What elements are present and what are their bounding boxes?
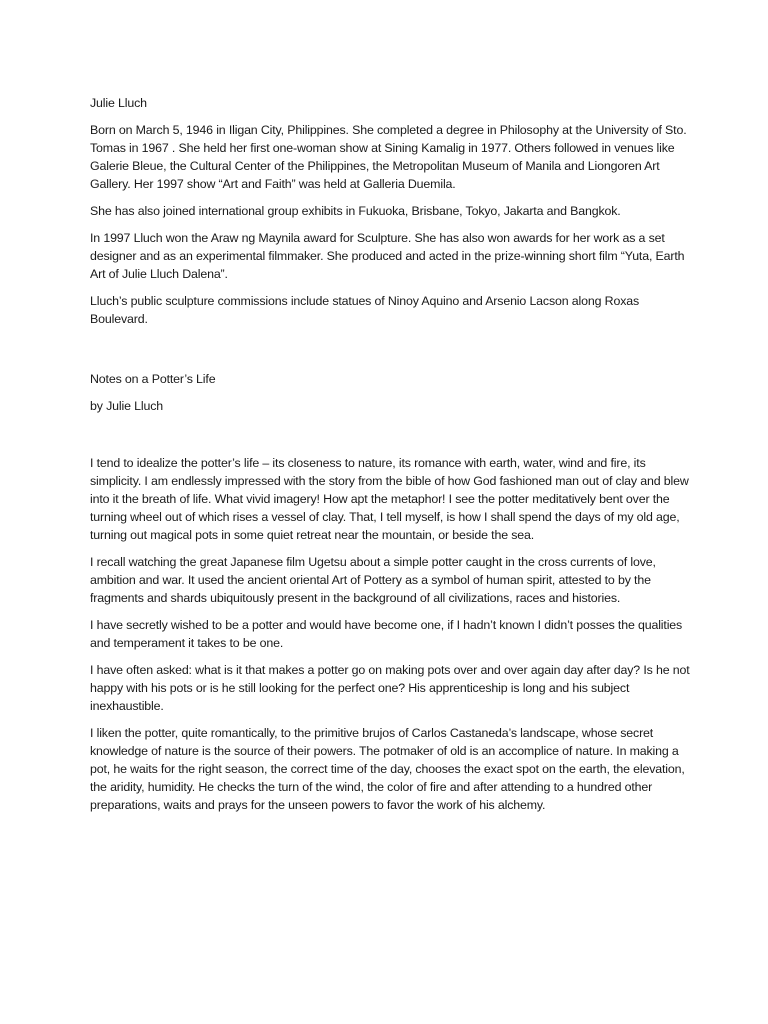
essay-paragraph: I tend to idealize the potter’s life – its closeness to nature, its romance with earth, water, wind and fire, its simplicity. I am endlessly impressed with the story from the bible of how God fashioned man out of clay and blew into it the breath of life. What vivid imagery! How apt the metaphor! I see the potter meditatively bent over the turning wheel out of which rises a vessel of clay. That, I tell myself, is how I shall spend the days of my old age, turning out magical pots in some quiet retreat near the mountain, or beside the sea.	[90, 456, 689, 542]
bio-paragraph: In 1997 Lluch won the Araw ng Maynila award for Sculpture. She has also won awards for her work as a set designer and as an experimental filmmaker. She produced and acted in the prize-winning short film “Yuta, Earth Art of Julie Lluch Dalena”.	[90, 231, 685, 281]
essay-paragraph: I recall watching the great Japanese film Ugetsu about a simple potter caught in the cross currents of love, ambition and war. It used the ancient oriental Art of Pottery as a symbol of human spirit, attested to by the fragments and shards ubiquitously present in the background of all civilizations, races and histories.	[90, 555, 656, 605]
essay-title: Notes on a Potter’s Life	[90, 372, 216, 386]
bio-paragraph: Lluch’s public sculpture commissions include statues of Ninoy Aquino and Arsenio Lacson along Roxas Boulevard.	[90, 294, 640, 326]
section-spacer	[90, 337, 690, 370]
bio-title: Julie Lluch	[90, 96, 147, 110]
bio-paragraph: Born on March 5, 1946 in Iligan City, Philippines. She completed a degree in Philosophy at the University of Sto. Tomas in 1967 . She held her first one-woman show at Sining Kamalig in 1977. Others followed in venues like Galerie Bleue, the Cultural Center of the Philippines, the Metropolitan Museum of Manila and Liongoren Art Gallery. Her 1997 show “Art and Faith” was held at Galleria Duemila.	[90, 123, 687, 191]
document-page	[90, 94, 690, 823]
essay-paragraph: I have often asked: what is it that makes a potter go on making pots over and over again day after day? Is he not happy with his pots or is he still looking for the perfect one? His apprenticeship is long and his subject inexhaustible.	[90, 663, 690, 713]
essay-paragraph: I liken the potter, quite romantically, to the primitive brujos of Carlos Castaneda’s landscape, whose secret knowledge of nature is the source of their powers. The potmaker of old is an accomplice of nature. In making a pot, he waits for the right season, the correct time of the day, chooses the exact spot on the earth, the elevation, the aridity, humidity. He checks the turn of the wind, the color of fire and after attending to a hundred other preparations, waits and prays for the unseen powers to favor the work of his alchemy.	[90, 726, 685, 812]
section-spacer	[90, 424, 690, 454]
bio-paragraph: She has also joined international group exhibits in Fukuoka, Brisbane, Tokyo, Jakarta and Bangkok.	[90, 204, 621, 218]
essay-paragraph: I have secretly wished to be a potter and would have become one, if I hadn’t known I didn’t posses the qualities and temperament it takes to be one.	[90, 618, 683, 650]
essay-byline: by Julie Lluch	[90, 399, 163, 413]
